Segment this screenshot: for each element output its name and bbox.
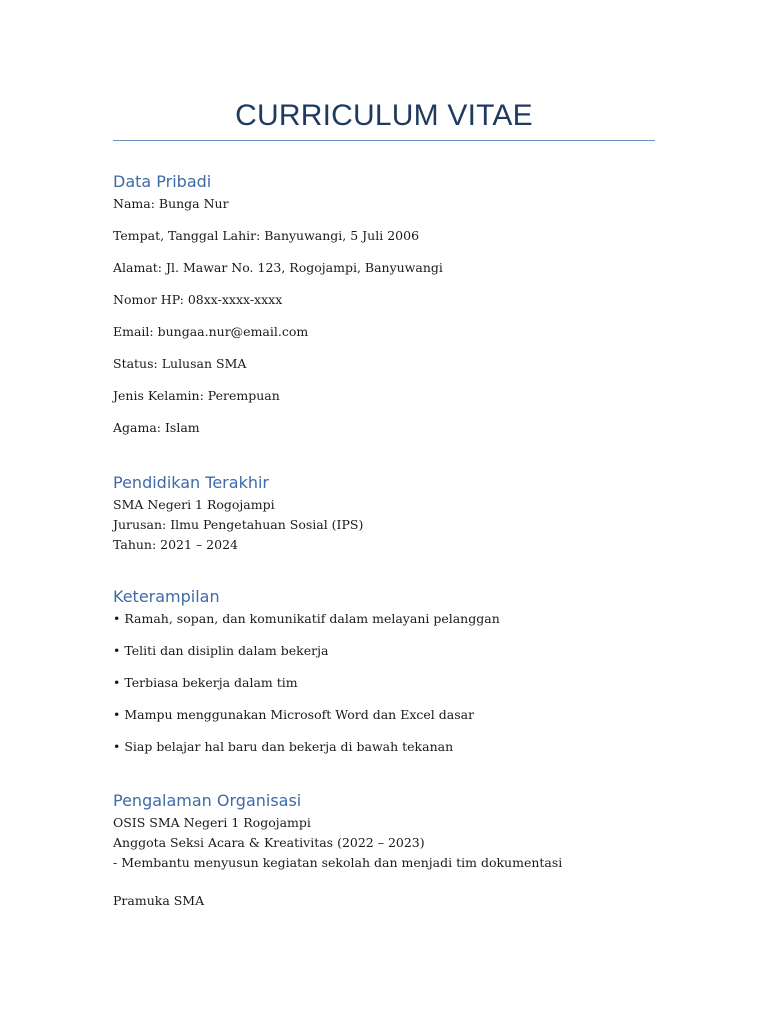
personal-religion: Agama: Islam: [113, 420, 200, 435]
section-heading-personal: Data Pribadi: [113, 172, 212, 191]
section-heading-education: Pendidikan Terakhir: [113, 473, 269, 492]
personal-data-list: [113, 194, 443, 438]
personal-status: Status: Lulusan SMA: [113, 356, 247, 371]
org-role: Anggota Seksi Acara & Kreativitas (2022 – 2023): [113, 835, 425, 850]
personal-phone: Nomor HP: 08xx-xxxx-xxxx: [113, 292, 283, 307]
org-spacer: [113, 873, 562, 891]
personal-email: Email: bungaa.nur@email.com: [113, 324, 309, 339]
section-heading-organization: Pengalaman Organisasi: [113, 791, 302, 810]
section-heading-skills: Keterampilan: [113, 587, 220, 606]
personal-name: Nama: Bunga Nur: [113, 196, 229, 211]
organization-list: [113, 813, 562, 911]
personal-gender: Jenis Kelamin: Perempuan: [113, 388, 280, 403]
document-title: CURRICULUM VITAE: [235, 99, 533, 132]
skill-item: • Teliti dan disiplin dalam bekerja: [113, 643, 329, 658]
section-personal-data: [113, 171, 443, 438]
section-education: [113, 472, 363, 555]
education-major: Jurusan: Ilmu Pengetahuan Sosial (IPS): [113, 517, 364, 532]
skill-item: • Siap belajar hal baru dan bekerja di bawah tekanan: [113, 739, 454, 754]
title-divider: [113, 140, 655, 141]
personal-birth: Tempat, Tanggal Lahir: Banyuwangi, 5 Juli 2006: [113, 228, 420, 243]
skill-item: • Terbiasa bekerja dalam tim: [113, 675, 298, 690]
org-name: Pramuka SMA: [113, 893, 205, 908]
skill-item: • Ramah, sopan, dan komunikatif dalam melayani pelanggan: [113, 611, 500, 626]
education-list: [113, 495, 363, 555]
skill-item: • Mampu menggunakan Microsoft Word dan Excel dasar: [113, 707, 475, 722]
org-name: OSIS SMA Negeri 1 Rogojampi: [113, 815, 311, 830]
education-years: Tahun: 2021 – 2024: [113, 537, 238, 552]
personal-address: Alamat: Jl. Mawar No. 123, Rogojampi, Banyuwangi: [113, 260, 443, 275]
org-description: - Membantu menyusun kegiatan sekolah dan menjadi tim dokumentasi: [113, 855, 563, 870]
skills-list: [113, 609, 500, 757]
section-skills: [113, 586, 500, 757]
section-organization: [113, 790, 562, 911]
education-school: SMA Negeri 1 Rogojampi: [113, 497, 275, 512]
cv-page: [113, 0, 655, 908]
